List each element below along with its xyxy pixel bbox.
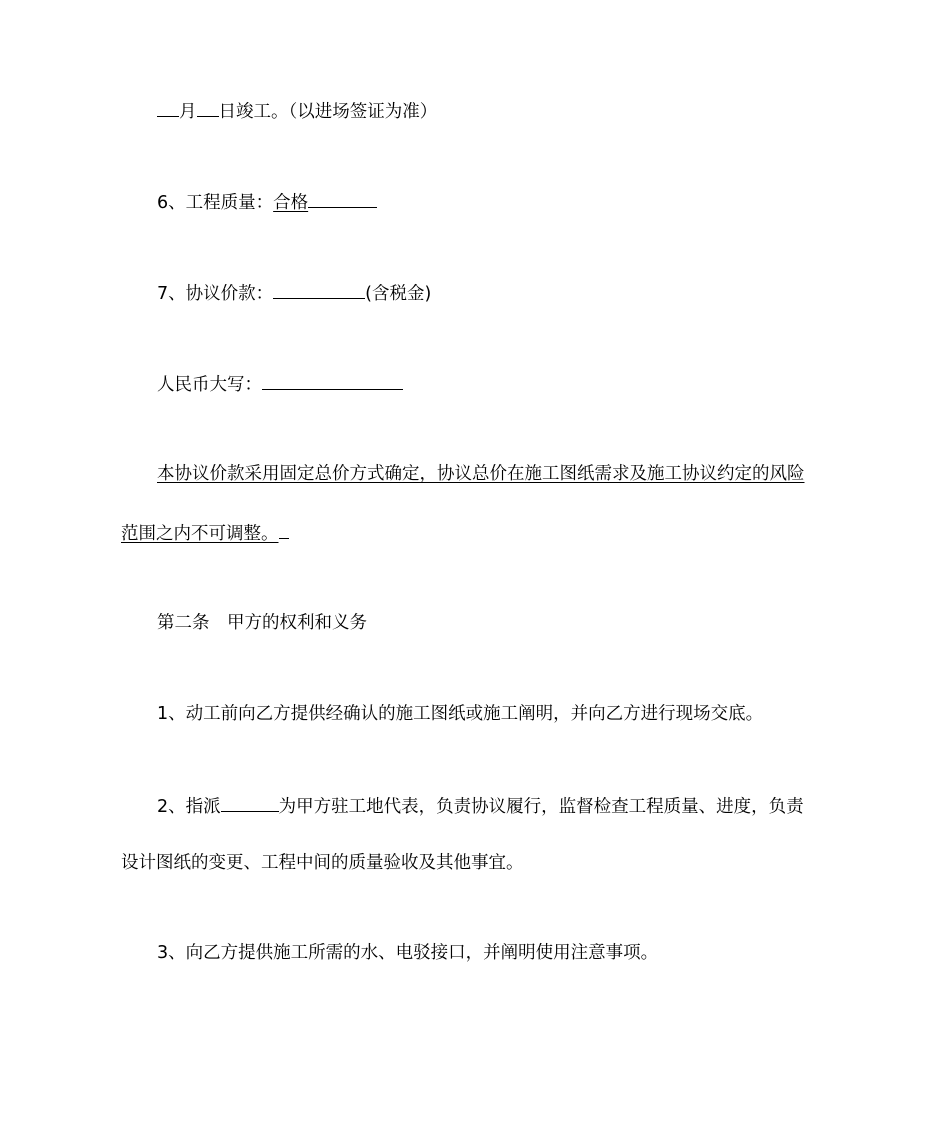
- day-blank: [197, 98, 219, 117]
- fixed-price-text-1: 本协议价款采用固定总价方式确定，协议总价在施工图纸需求及施工协议约定的风险: [157, 464, 805, 484]
- fixed-price-line-1: [157, 462, 805, 486]
- fixed-price-trailing: [279, 520, 289, 539]
- article-2-heading: [157, 611, 367, 635]
- item-2-line-2: [121, 851, 524, 875]
- rmb-line: [157, 371, 403, 397]
- item-1-text: 1、动工前向乙方提供经确认的施工图纸或施工阐明，并向乙方进行现场交底。: [157, 704, 764, 724]
- completion-note: （以进场签证为准）: [288, 102, 438, 122]
- price-line: [157, 280, 431, 306]
- item-2-suffix: 为甲方驻工地代表，负责协议履行，监督检查工程质量、进度，负责: [278, 797, 804, 817]
- representative-blank: [221, 793, 279, 812]
- price-blank: [273, 280, 365, 299]
- month-label: 月: [179, 102, 197, 122]
- item-1: [157, 702, 763, 726]
- price-label: 7、协议价款：: [157, 284, 274, 304]
- rmb-blank: [262, 371, 403, 390]
- quality-line: [157, 189, 377, 215]
- item-2-prefix: 2、指派: [157, 797, 221, 817]
- article-2-title: 第二条 甲方的权利和义务: [157, 613, 367, 633]
- quality-label: 6、工程质量：: [157, 193, 274, 213]
- month-blank: [157, 98, 179, 117]
- item-3: [157, 941, 658, 965]
- fixed-price-text-2: 范围之内不可调整。: [121, 524, 279, 544]
- price-suffix: (含税金): [365, 284, 432, 304]
- quality-trailing-blank: [308, 189, 377, 208]
- rmb-label: 人民币大写：: [157, 375, 262, 395]
- completion-date-line: [157, 98, 437, 124]
- fixed-price-line-2: [121, 520, 289, 546]
- quality-value: 合格: [273, 193, 309, 213]
- item-2-line-1: [157, 793, 804, 819]
- completion-label: 日竣工。: [218, 102, 289, 122]
- item-2-text-2: 设计图纸的变更、工程中间的质量验收及其他事宜。: [121, 853, 524, 873]
- item-3-text: 3、向乙方提供施工所需的水、电驳接口，并阐明使用注意事项。: [157, 943, 659, 963]
